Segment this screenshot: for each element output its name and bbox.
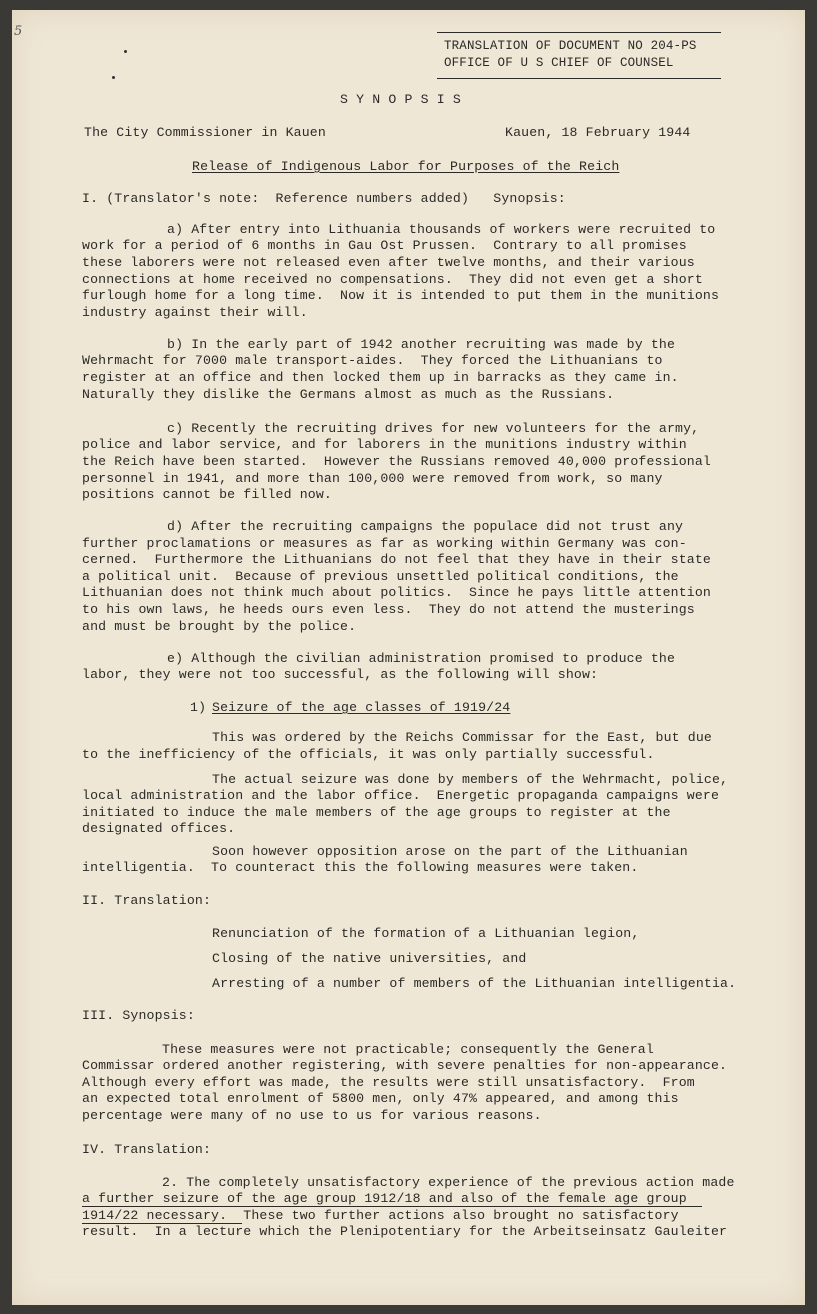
page-corner-mark: 5 xyxy=(14,24,23,39)
section-3-line: an expected total enrolment of 5800 men, only 47% appeared, and among this xyxy=(82,1091,679,1106)
para-d-line: d) After the recruiting campaigns the populace did not trust any xyxy=(167,519,684,534)
para-d-line: a political unit. Because of previous unsettled political conditions, the xyxy=(82,569,679,584)
section-2-item: Renunciation of the formation of a Lithuanian legion, xyxy=(212,926,640,941)
para-b-line: register at an office and then locked them up in barracks as they came in. xyxy=(82,370,679,385)
ink-speck xyxy=(112,76,115,79)
section-3-line: Although every effort was made, the results were still unsatisfactory. From xyxy=(82,1075,695,1090)
para-a-line: a) After entry into Lithuania thousands of workers were recruited to xyxy=(167,222,716,237)
section-4-line: a further seizure of the age group 1912/18 and also of the female age group xyxy=(82,1191,687,1206)
handwritten-underline xyxy=(82,1223,242,1224)
item-1-p2-line: local administration and the labor office. Energetic propaganda campaigns were xyxy=(82,788,720,803)
section-4-line: 2. The completely unsatisfactory experience of the previous action made xyxy=(162,1175,735,1190)
item-1-p3-line: Soon however opposition arose on the part of the Lithuanian xyxy=(212,844,688,859)
document-page xyxy=(12,10,805,1305)
section-4-heading: IV. Translation: xyxy=(82,1142,212,1157)
item-1-p1-line: to the inefficiency of the officials, it was only partially successful. xyxy=(82,747,655,762)
subject-line: Release of Indigenous Labor for Purposes of the Reich xyxy=(192,159,620,174)
item-1-number: 1) xyxy=(190,700,207,715)
handwritten-underline xyxy=(82,1206,702,1207)
section-3-heading: III. Synopsis: xyxy=(82,1008,195,1023)
para-a-line: these laborers were not released even after twelve months, and their various xyxy=(82,255,695,270)
para-e-line: e) Although the civilian administration promised to produce the xyxy=(167,651,676,666)
sender: The City Commissioner in Kauen xyxy=(84,125,326,140)
para-d-line: Lithuanian does not think much about politics. Since he pays little attention xyxy=(82,585,711,600)
ink-speck xyxy=(124,50,127,53)
para-b-line: Wehrmacht for 7000 male transport-aides. They forced the Lithuanians to xyxy=(82,353,663,368)
header-line-2: OFFICE OF U S CHIEF OF COUNSEL xyxy=(444,56,674,70)
para-a-line: industry against their will. xyxy=(82,305,308,320)
synopsis-title: S Y N O P S I S xyxy=(340,92,461,107)
section-4-line: 1914/22 necessary. These two further actions also brought no satisfactory xyxy=(82,1208,679,1223)
section-1-heading: I. (Translator's note: Reference numbers added) Synopsis: xyxy=(82,191,566,206)
para-a-line: furlough home for a long time. Now it is intended to put them in the munitions xyxy=(82,288,720,303)
item-1-p3-line: intelligentia. To counteract this the following measures were taken. xyxy=(82,860,639,875)
section-3-line: percentage were many of no use to us for various reasons. xyxy=(82,1108,542,1123)
para-c-line: c) Recently the recruiting drives for new volunteers for the army, xyxy=(167,421,700,436)
para-d-line: cerned. Furthermore the Lithuanians do not feel that they have in their state xyxy=(82,552,711,567)
para-e-line: labor, they were not too successful, as the following will show: xyxy=(82,667,599,682)
para-d-line: and must be brought by the police. xyxy=(82,619,357,634)
item-1-title: Seizure of the age classes of 1919/24 xyxy=(212,700,511,715)
para-c-line: the Reich have been started. However the Russians removed 40,000 professional xyxy=(82,454,711,469)
place-date: Kauen, 18 February 1944 xyxy=(505,125,691,140)
para-a-line: connections at home received no compensations. They did not even get a short xyxy=(82,272,703,287)
para-b-line: Naturally they dislike the Germans almost as much as the Russians. xyxy=(82,387,615,402)
para-b-line: b) In the early part of 1942 another recruiting was made by the xyxy=(167,337,676,352)
para-d-line: to his own laws, he heeds ours even less. They do not attend the musterings xyxy=(82,602,695,617)
header-line-1: TRANSLATION OF DOCUMENT NO 204-PS xyxy=(444,39,697,53)
section-3-line: Commissar ordered another registering, with severe penalties for non-appearance. xyxy=(82,1058,728,1073)
item-1-p2-line: designated offices. xyxy=(82,821,236,836)
section-2-heading: II. Translation: xyxy=(82,893,212,908)
item-1-p1-line: This was ordered by the Reichs Commissar for the East, but due xyxy=(212,730,712,745)
section-2-item: Arresting of a number of members of the Lithuanian intelligentia. xyxy=(212,976,737,991)
section-2-item: Closing of the native universities, and xyxy=(212,951,527,966)
para-a-line: work for a period of 6 months in Gau Ost Prussen. Contrary to all promises xyxy=(82,238,687,253)
item-1-p2-line: The actual seizure was done by members of the Wehrmacht, police, xyxy=(212,772,729,787)
para-c-line: positions cannot be filled now. xyxy=(82,487,332,502)
para-d-line: further proclamations or measures as far as working within Germany was con- xyxy=(82,536,687,551)
section-3-line: These measures were not practicable; consequently the General xyxy=(162,1042,654,1057)
para-c-line: personnel in 1941, and more than 100,000 were removed from work, so many xyxy=(82,471,663,486)
item-1-p2-line: initiated to induce the male members of the age groups to register at the xyxy=(82,805,671,820)
section-4-line: result. In a lecture which the Plenipotentiary for the Arbeitseinsatz Gauleiter xyxy=(82,1224,728,1239)
para-c-line: police and labor service, and for laborers in the munitions industry within xyxy=(82,437,687,452)
